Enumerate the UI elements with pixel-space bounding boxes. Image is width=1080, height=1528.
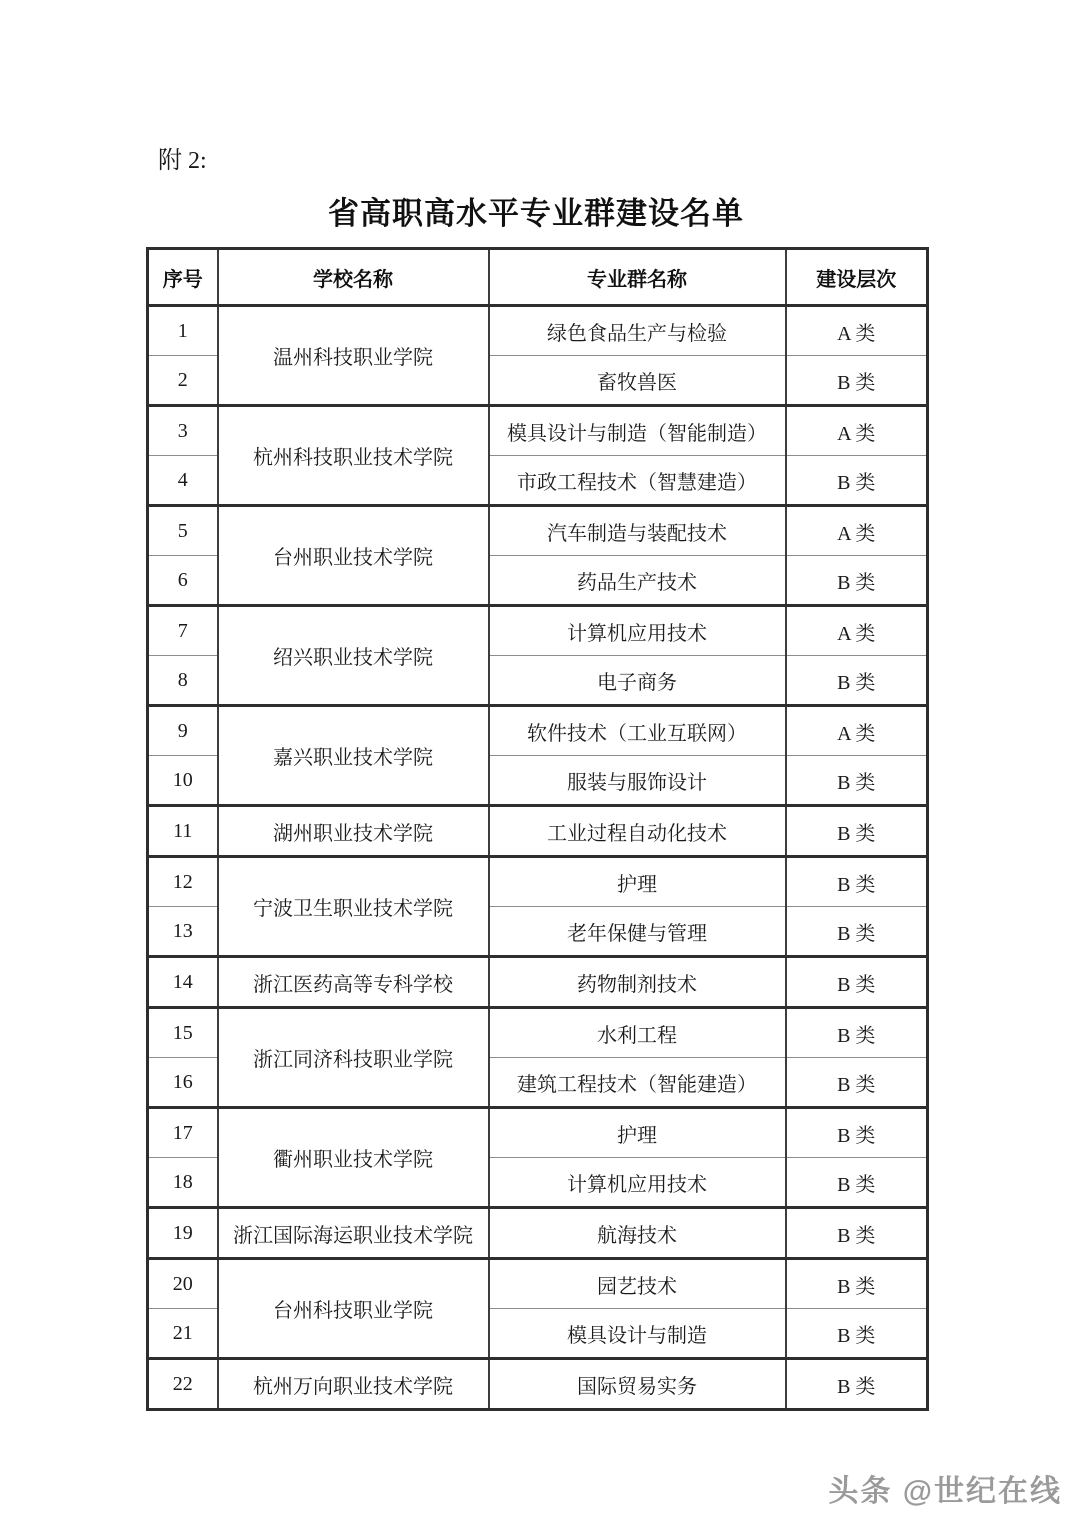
header-col-program: 专业群名称 <box>489 249 786 306</box>
program-group-cell: 计算机应用技术 <box>489 1158 786 1208</box>
row-number-cell: 21 <box>148 1309 218 1359</box>
row-number-cell: 14 <box>148 957 218 1008</box>
table-body <box>148 306 928 1410</box>
program-group-cell: 汽车制造与装配技术 <box>489 506 786 556</box>
program-group-cell: 服装与服饰设计 <box>489 756 786 806</box>
row-number-cell: 17 <box>148 1108 218 1158</box>
row-number-cell: 4 <box>148 456 218 506</box>
table-row <box>148 1108 928 1158</box>
level-cell: B 类 <box>786 456 928 506</box>
table-row <box>148 857 928 907</box>
program-group-cell: 水利工程 <box>489 1008 786 1058</box>
level-cell: B 类 <box>786 957 928 1008</box>
level-cell: A 类 <box>786 506 928 556</box>
level-cell: B 类 <box>786 356 928 406</box>
level-cell: B 类 <box>786 1058 928 1108</box>
level-cell: A 类 <box>786 306 928 356</box>
header-row <box>148 249 928 306</box>
table-row <box>148 306 928 356</box>
row-number-cell: 13 <box>148 907 218 957</box>
level-cell: B 类 <box>786 1158 928 1208</box>
row-number-cell: 20 <box>148 1259 218 1309</box>
table-row <box>148 1259 928 1309</box>
program-group-cell: 护理 <box>489 857 786 907</box>
program-group-cell: 药物制剂技术 <box>489 957 786 1008</box>
school-name-cell: 绍兴职业技术学院 <box>218 606 489 706</box>
school-name-cell: 嘉兴职业技术学院 <box>218 706 489 806</box>
row-number-cell: 11 <box>148 806 218 857</box>
level-cell: B 类 <box>786 1208 928 1259</box>
row-number-cell: 2 <box>148 356 218 406</box>
program-group-cell: 工业过程自动化技术 <box>489 806 786 857</box>
row-number-cell: 19 <box>148 1208 218 1259</box>
level-cell: B 类 <box>786 907 928 957</box>
table-row <box>148 406 928 456</box>
watermark: 头条 @世纪在线 <box>828 1475 1062 1508</box>
school-name-cell: 浙江医药高等专科学校 <box>218 957 489 1008</box>
level-cell: A 类 <box>786 706 928 756</box>
school-name-cell: 衢州职业技术学院 <box>218 1108 489 1208</box>
program-group-cell: 畜牧兽医 <box>489 356 786 406</box>
row-number-cell: 6 <box>148 556 218 606</box>
level-cell: A 类 <box>786 406 928 456</box>
row-number-cell: 10 <box>148 756 218 806</box>
level-cell: B 类 <box>786 1259 928 1309</box>
program-group-cell: 模具设计与制造 <box>489 1309 786 1359</box>
row-number-cell: 18 <box>148 1158 218 1208</box>
row-number-cell: 7 <box>148 606 218 656</box>
school-name-cell: 杭州万向职业技术学院 <box>218 1359 489 1410</box>
table-header <box>148 249 928 306</box>
program-group-cell: 航海技术 <box>489 1208 786 1259</box>
row-number-cell: 1 <box>148 306 218 356</box>
level-cell: B 类 <box>786 656 928 706</box>
program-group-cell: 老年保健与管理 <box>489 907 786 957</box>
program-group-cell: 绿色食品生产与检验 <box>489 306 786 356</box>
program-group-cell: 药品生产技术 <box>489 556 786 606</box>
level-cell: A 类 <box>786 606 928 656</box>
level-cell: B 类 <box>786 556 928 606</box>
row-number-cell: 15 <box>148 1008 218 1058</box>
header-col-level: 建设层次 <box>786 249 928 306</box>
program-group-cell: 护理 <box>489 1108 786 1158</box>
row-number-cell: 16 <box>148 1058 218 1108</box>
school-name-cell: 宁波卫生职业技术学院 <box>218 857 489 957</box>
row-number-cell: 22 <box>148 1359 218 1410</box>
level-cell: B 类 <box>786 756 928 806</box>
program-group-cell: 模具设计与制造（智能制造） <box>489 406 786 456</box>
row-number-cell: 12 <box>148 857 218 907</box>
level-cell: B 类 <box>786 806 928 857</box>
level-cell: B 类 <box>786 857 928 907</box>
program-group-cell: 国际贸易实务 <box>489 1359 786 1410</box>
program-group-cell: 园艺技术 <box>489 1259 786 1309</box>
table-row <box>148 1208 928 1259</box>
row-number-cell: 5 <box>148 506 218 556</box>
table-row <box>148 957 928 1008</box>
attachment-label: 附 2: <box>158 148 207 174</box>
school-name-cell: 台州科技职业学院 <box>218 1259 489 1359</box>
row-number-cell: 9 <box>148 706 218 756</box>
page-title: 省高职高水平专业群建设名单 <box>328 196 744 231</box>
program-group-cell: 市政工程技术（智慧建造） <box>489 456 786 506</box>
program-group-cell: 软件技术（工业互联网） <box>489 706 786 756</box>
professional-groups-table <box>146 247 929 1411</box>
table-row <box>148 706 928 756</box>
table-row <box>148 606 928 656</box>
school-name-cell: 杭州科技职业技术学院 <box>218 406 489 506</box>
school-name-cell: 台州职业技术学院 <box>218 506 489 606</box>
table-row <box>148 1008 928 1058</box>
program-group-cell: 建筑工程技术（智能建造） <box>489 1058 786 1108</box>
school-name-cell: 浙江同济科技职业学院 <box>218 1008 489 1108</box>
level-cell: B 类 <box>786 1108 928 1158</box>
school-name-cell: 湖州职业技术学院 <box>218 806 489 857</box>
table-row <box>148 506 928 556</box>
row-number-cell: 3 <box>148 406 218 456</box>
row-number-cell: 8 <box>148 656 218 706</box>
program-group-cell: 电子商务 <box>489 656 786 706</box>
header-col-number: 序号 <box>148 249 218 306</box>
level-cell: B 类 <box>786 1309 928 1359</box>
table-row <box>148 806 928 857</box>
table-row <box>148 1359 928 1410</box>
header-col-school: 学校名称 <box>218 249 489 306</box>
level-cell: B 类 <box>786 1008 928 1058</box>
level-cell: B 类 <box>786 1359 928 1410</box>
school-name-cell: 温州科技职业学院 <box>218 306 489 406</box>
program-group-cell: 计算机应用技术 <box>489 606 786 656</box>
school-name-cell: 浙江国际海运职业技术学院 <box>218 1208 489 1259</box>
